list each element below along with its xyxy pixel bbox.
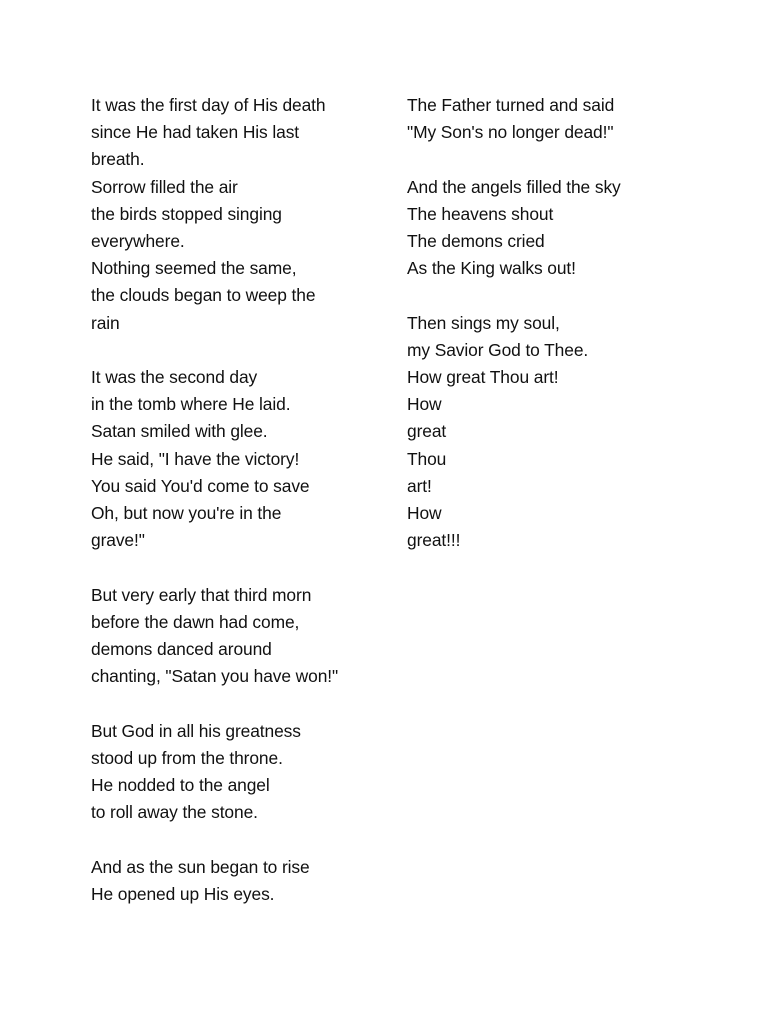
stanza bbox=[91, 92, 391, 337]
poem-line: stood up from the throne. bbox=[91, 747, 283, 768]
poem-line: chanting, "Satan you have won!" bbox=[91, 666, 339, 687]
poem-line: But very early that third morn bbox=[91, 584, 312, 605]
poem-line: How great Thou art! bbox=[407, 367, 559, 387]
stanza bbox=[407, 174, 707, 283]
poem-line: before the dawn had come, bbox=[91, 611, 300, 632]
poem-line: And the angels filled the sky bbox=[407, 176, 621, 197]
stanza bbox=[91, 718, 391, 827]
poem-line: He opened up His eyes. bbox=[91, 883, 275, 904]
poem-right-column bbox=[407, 92, 707, 582]
poem-line: Oh, but now you're in the bbox=[91, 503, 282, 524]
poem-line: Thou bbox=[407, 448, 447, 469]
stanza bbox=[407, 92, 707, 146]
poem-line: The demons cried bbox=[407, 231, 545, 251]
poem-line: great!!! bbox=[407, 530, 461, 551]
poem-line: breath. bbox=[91, 149, 145, 170]
poem-line: "My Son's no longer dead!" bbox=[407, 122, 614, 143]
poem-line: Nothing seemed the same, bbox=[91, 258, 297, 279]
poem-line: He nodded to the angel bbox=[91, 775, 270, 796]
stanza bbox=[407, 310, 707, 555]
stanza bbox=[91, 854, 391, 908]
poem-line: rain bbox=[91, 312, 120, 333]
poem-line: demons danced around bbox=[91, 639, 272, 660]
poem-left-column bbox=[91, 92, 391, 935]
poem-line: the birds stopped singing bbox=[91, 203, 282, 224]
poem-line: And as the sun began to rise bbox=[91, 856, 310, 877]
poem-line: It was the second day bbox=[91, 367, 258, 388]
poem-line: grave!" bbox=[91, 530, 145, 551]
poem-line: He said, "I have the victory! bbox=[91, 448, 300, 469]
stanza bbox=[91, 364, 391, 554]
poem-line: since He had taken His last bbox=[91, 122, 300, 143]
poem-line: You said You'd come to save bbox=[91, 475, 310, 496]
poem-line: The heavens shout bbox=[407, 203, 554, 224]
poem-line: But God in all his greatness bbox=[91, 720, 301, 741]
poem-line: the clouds began to weep the bbox=[91, 285, 316, 306]
poem-line: everywhere. bbox=[91, 231, 185, 252]
poem-line: The Father turned and said bbox=[407, 95, 615, 115]
poem-line: Then sings my soul, bbox=[407, 312, 560, 333]
poem-line: art! bbox=[407, 475, 432, 496]
poem-line: in the tomb where He laid. bbox=[91, 394, 291, 415]
poem-line: How bbox=[407, 394, 442, 415]
poem-line: As the King walks out! bbox=[407, 258, 576, 279]
poem-line: Satan smiled with glee. bbox=[91, 421, 268, 442]
poem-line: to roll away the stone. bbox=[91, 802, 258, 823]
poem-line: great bbox=[407, 421, 447, 442]
poem-line: How bbox=[407, 503, 442, 524]
stanza bbox=[91, 582, 391, 691]
poem-line: my Savior God to Thee. bbox=[407, 339, 589, 360]
poem-line: Sorrow filled the air bbox=[91, 176, 238, 197]
poem-line: It was the first day of His death bbox=[91, 95, 326, 115]
